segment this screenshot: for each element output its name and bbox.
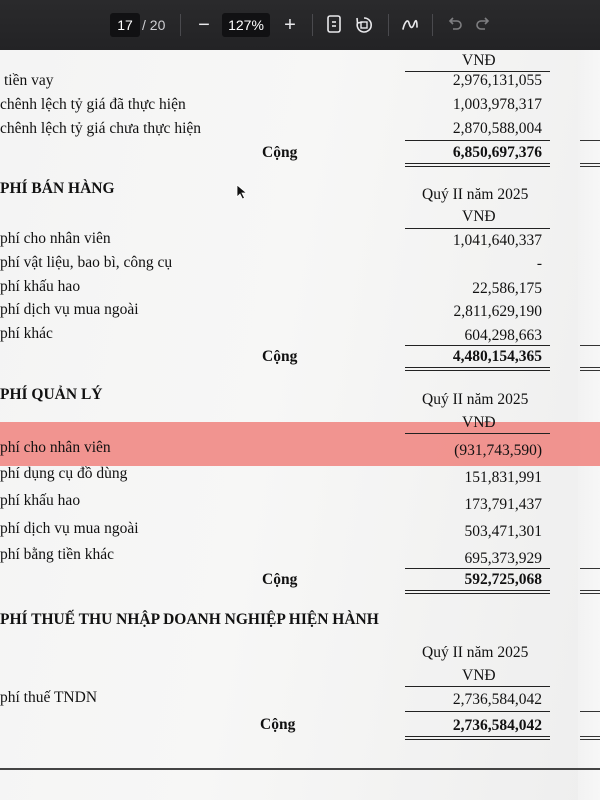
row-value: - xyxy=(536,255,542,272)
total-label: Cộng xyxy=(260,716,296,733)
row-value: 503,471,301 xyxy=(464,523,542,540)
row-label: tiền vay xyxy=(4,72,54,89)
row-label: phí thuế TNDN xyxy=(0,689,98,706)
next-column-line xyxy=(580,711,600,712)
row-label: chênh lệch tỷ giá đã thực hiện xyxy=(0,96,186,113)
total-label: Cộng xyxy=(262,571,298,588)
section-title: PHÍ BÁN HÀNG xyxy=(0,180,115,197)
header-underline xyxy=(405,686,550,687)
rotate-button[interactable] xyxy=(352,13,376,37)
toolbar-divider xyxy=(312,14,313,36)
row-label: phí khấu hao xyxy=(0,492,81,509)
draw-icon xyxy=(400,15,420,35)
period-header: Quý II năm 2025 xyxy=(422,186,529,203)
period-header: Quý II năm 2025 xyxy=(422,644,529,661)
row-value: (931,743,590) xyxy=(454,442,542,459)
row-label: phí bằng tiền khác xyxy=(0,546,115,563)
row-label: phí dịch vụ mua ngoài xyxy=(0,520,139,537)
next-column-line xyxy=(580,345,600,346)
currency-header: VNĐ xyxy=(462,414,496,431)
row-label: chênh lệch tỷ giá chưa thực hiện xyxy=(0,120,202,137)
row-value: 2,870,588,004 xyxy=(452,120,542,137)
total-label: Cộng xyxy=(262,348,298,365)
toolbar-divider xyxy=(388,14,389,36)
row-label: phí vật liệu, bao bì, công cụ xyxy=(0,254,173,271)
total-double-underline xyxy=(405,736,550,740)
row-label: phí khác xyxy=(0,325,53,342)
row-value: 2,811,629,190 xyxy=(453,303,542,320)
row-value: 22,586,175 xyxy=(472,280,542,297)
currency-header: VNĐ xyxy=(462,667,496,684)
row-value: 1,041,640,337 xyxy=(452,232,542,249)
next-column-double-line xyxy=(580,590,600,594)
currency-header: VNĐ xyxy=(462,52,496,69)
next-column-line xyxy=(580,568,600,569)
toolbar-divider xyxy=(432,14,433,36)
next-column-double-line xyxy=(580,367,600,371)
section-title: PHÍ QUẢN LÝ xyxy=(0,386,103,403)
mouse-cursor-icon xyxy=(236,184,248,200)
row-value: 1,003,978,317 xyxy=(452,96,542,113)
header-underline xyxy=(405,228,550,229)
row-label: phí cho nhân viên xyxy=(0,230,111,247)
total-double-underline xyxy=(405,163,550,167)
redo-button[interactable] xyxy=(472,13,496,37)
total-value: 592,725,068 xyxy=(464,571,542,588)
total-double-underline xyxy=(405,367,550,371)
rotate-icon xyxy=(354,15,374,35)
row-value: 2,976,131,055 xyxy=(452,72,542,89)
document-page xyxy=(0,50,600,800)
row-value: 2,736,584,042 xyxy=(452,691,542,708)
section-title: PHÍ THUẾ THU NHẬP DOANH NGHIỆP HIỆN HÀNH xyxy=(0,611,379,628)
page-bottom-rule xyxy=(0,768,600,770)
undo-icon xyxy=(445,15,463,33)
zoom-in-button[interactable]: + xyxy=(284,14,296,36)
undo-button[interactable] xyxy=(442,13,466,37)
total-value: 2,736,584,042 xyxy=(452,717,542,734)
row-value: 695,373,929 xyxy=(464,550,542,567)
row-value: 604,298,663 xyxy=(464,327,542,344)
subtotal-line xyxy=(405,140,550,141)
total-value: 4,480,154,365 xyxy=(452,348,542,365)
page-number-input[interactable]: 17 xyxy=(110,13,140,37)
fit-page-button[interactable] xyxy=(322,13,346,37)
total-double-underline xyxy=(405,590,550,594)
redo-icon xyxy=(475,15,493,33)
total-value: 6,850,697,376 xyxy=(452,144,542,161)
zoom-level-input[interactable]: 127% xyxy=(222,13,270,37)
next-column-double-line xyxy=(580,163,600,167)
row-label: phí dụng cụ đồ dùng xyxy=(0,465,128,482)
period-header: Quý II năm 2025 xyxy=(422,391,529,408)
subtotal-line xyxy=(405,711,550,712)
draw-button[interactable] xyxy=(398,13,422,37)
page-total-label: / 20 xyxy=(142,17,166,33)
next-column-double-line xyxy=(580,736,600,740)
next-column-line xyxy=(580,140,600,141)
row-label: phí dịch vụ mua ngoài xyxy=(0,301,139,318)
currency-header: VNĐ xyxy=(462,208,496,225)
total-label: Cộng xyxy=(262,144,298,161)
fit-page-icon xyxy=(326,15,342,33)
subtotal-line xyxy=(405,568,550,569)
pdf-toolbar xyxy=(0,0,600,50)
zoom-out-button[interactable]: − xyxy=(198,14,210,36)
subtotal-line xyxy=(405,345,550,346)
row-label: phí cho nhân viên xyxy=(0,439,111,456)
row-label: phí khấu hao xyxy=(0,278,81,295)
row-value: 151,831,991 xyxy=(464,469,542,486)
toolbar-divider xyxy=(180,14,181,36)
row-value: 173,791,437 xyxy=(464,496,542,513)
header-underline xyxy=(405,433,550,434)
